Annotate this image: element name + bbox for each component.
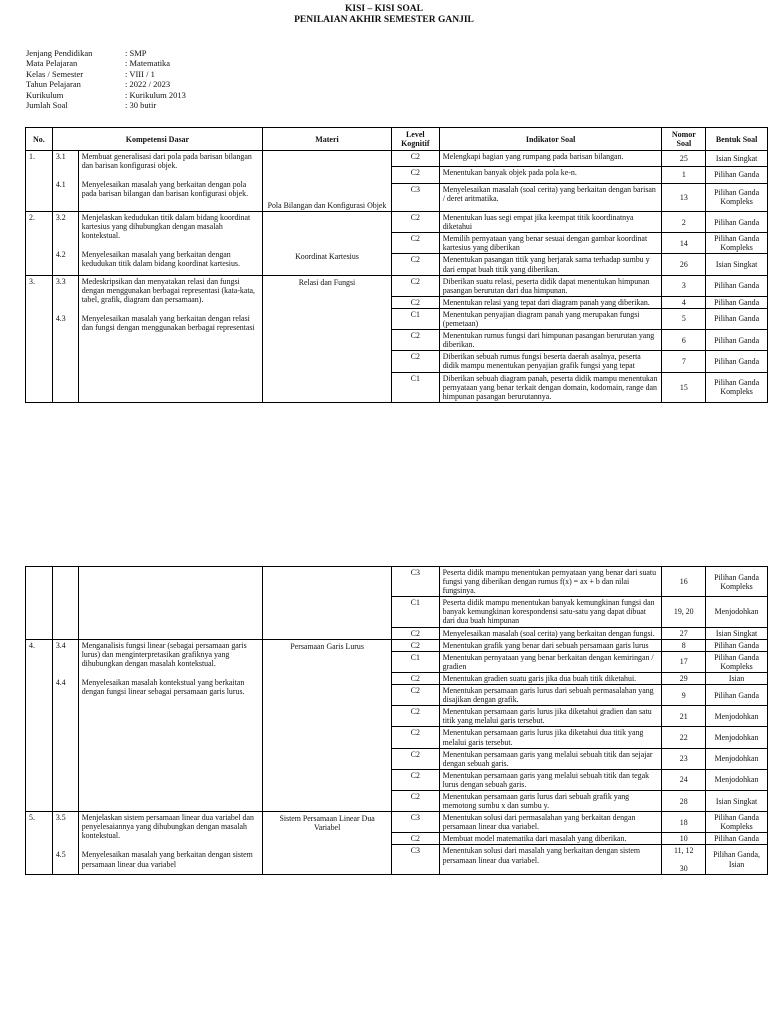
- bentuk-soal: Pilihan Ganda: [706, 296, 768, 308]
- kd-text: Membuat generalisasi dari pola pada barisan bilangan dan barisan konfigurasi objek.: [81, 152, 252, 171]
- level-kognitif: C2: [392, 769, 440, 790]
- meta-label: Jenjang Pendidikan: [26, 48, 93, 58]
- bentuk-soal: Menjodohkan: [706, 706, 768, 727]
- indikator-soal: Diberikan sebuah diagram panah, peserta didik mampu menentukan pernyataan yang benar terkait dengan domain, kodomain, range dan himpunan pasangan berurutannya.: [439, 372, 662, 402]
- nomor-soal: [662, 212, 706, 233]
- table-row: [26, 567, 768, 597]
- indikator-soal: Menyelesaikan masalah (soal cerita) yang berkaitan dengan fungsi.: [439, 627, 662, 639]
- nomor-value: 23: [679, 754, 688, 764]
- nomor-value: 27: [679, 628, 688, 638]
- kd-text: Menjelaskan sistem persamaan linear dua variabel dan penyelesaiannya yang dihubungkan dengan masalah kontekstual.: [81, 813, 254, 841]
- meta-row: [26, 79, 186, 89]
- nomor-value: 10: [679, 834, 688, 844]
- nomor-value: 17: [679, 657, 688, 667]
- bentuk-soal: Menjodohkan: [706, 727, 768, 748]
- kd-code: 4.3: [55, 313, 66, 323]
- nomor-soal: [662, 833, 706, 845]
- indikator-soal: Menentukan rumus fungsi dari himpunan pasangan berurutan yang diberikan.: [439, 330, 662, 351]
- level-kognitif: C1: [392, 651, 440, 672]
- bentuk-soal: Pilihan Ganda Kompleks: [706, 233, 768, 254]
- level-kognitif: C2: [392, 627, 440, 639]
- nomor-value: 2: [681, 217, 686, 227]
- kd-text: Menganalisis fungsi linear (sebagai persamaan garis lurus) dan menginterpretasikan grafiknya yang dihubungkan dengan masalah kontekstual.: [81, 640, 247, 668]
- meta-row: [26, 100, 186, 110]
- level-kognitif: C2: [391, 233, 439, 254]
- indikator-soal: Menentukan banyak objek pada pola ke-n.: [439, 167, 662, 183]
- nomor-soal: [662, 727, 706, 748]
- nomor-value: 19, 20: [673, 607, 694, 617]
- bentuk-soal: Pilihan Ganda Kompleks: [706, 651, 768, 672]
- nomor-soal: [662, 296, 706, 308]
- nomor-value: 3: [681, 281, 686, 291]
- bentuk-soal: Pilihan Ganda, Isian: [706, 845, 768, 874]
- bentuk-soal: Menjodohkan: [706, 748, 768, 769]
- header-level-kognitif: Level Kognitif: [391, 128, 439, 151]
- bentuk-soal: Pilihan Ganda Kompleks: [706, 567, 768, 597]
- indikator-soal: Menentukan penyajian diagram panah yang merupakan fungsi (pemetaan): [439, 308, 662, 329]
- nomor-soal: [662, 351, 706, 372]
- kompetensi-dasar: [78, 567, 263, 640]
- kompetensi-dasar: [78, 212, 262, 276]
- bentuk-soal: Isian: [706, 672, 768, 684]
- kd-code: 4.2: [55, 250, 66, 260]
- indikator-soal: Menentukan persamaan garis lurus dari sebuah permasalahan yang disajikan dengan grafik.: [439, 685, 662, 706]
- indikator-soal: Menentukan relasi yang tepat dari diagram panah yang diberikan.: [439, 296, 662, 308]
- indikator-soal: Menentukan pernyataan yang benar berkaitan dengan kemiringan / gradien: [439, 651, 662, 672]
- nomor-soal: [662, 845, 706, 874]
- nomor-value: 22: [679, 732, 688, 742]
- indikator-soal: Menentukan persamaan garis yang melalui sebuah titik dan tegak lurus dengan sebuah garis.: [439, 769, 662, 790]
- nomor-value: 29: [679, 673, 688, 683]
- header-nomor-soal: Nomor Soal: [662, 128, 706, 151]
- indikator-soal: Memilih pernyataan yang benar sesuai dengan gambar koordinat kartesius yang diberikan: [439, 233, 662, 254]
- row-number: 2.: [26, 212, 53, 276]
- header-kompetensi-dasar: Kompetensi Dasar: [52, 128, 262, 151]
- meta-row: [26, 90, 186, 100]
- nomor-value: 15: [679, 382, 688, 392]
- bentuk-soal: Pilihan Ganda Kompleks: [706, 183, 768, 212]
- materi: Koordinat Kartesius: [263, 212, 392, 276]
- nomor-value: 28: [679, 796, 688, 806]
- nomor-soal: [662, 597, 706, 627]
- table-row: [26, 275, 768, 296]
- bentuk-soal: Pilihan Ganda: [706, 330, 768, 351]
- bentuk-soal: Isian Singkat: [706, 627, 768, 639]
- nomor-soal: [662, 151, 706, 167]
- nomor-value: 18: [679, 817, 688, 827]
- kompetensi-dasar: [78, 639, 263, 812]
- level-kognitif: C1: [391, 308, 439, 329]
- level-kognitif: C2: [391, 212, 439, 233]
- nomor-value: 21: [679, 711, 688, 721]
- bentuk-soal: Menjodohkan: [706, 597, 768, 627]
- indikator-soal: Menentukan persamaan garis lurus dari sebuah grafik yang memotong sumbu x dan sumbu y.: [439, 790, 662, 811]
- table-row: [26, 812, 768, 833]
- meta-value: : 2022 / 2023: [125, 79, 171, 90]
- level-kognitif: C2: [392, 790, 440, 811]
- level-kognitif: C2: [391, 351, 439, 372]
- bentuk-soal: Isian Singkat: [706, 151, 768, 167]
- indikator-soal: Menentukan persamaan garis yang melalui sebuah titik dan sejajar dengan sebuah garis.: [439, 748, 662, 769]
- meta-value: : 30 butir: [125, 100, 157, 111]
- header-materi: Materi: [263, 128, 392, 151]
- kd-codes: [52, 275, 78, 402]
- nomor-value: 1: [681, 170, 686, 180]
- indikator-soal: Menentukan gradien suatu garis jika dua buah titik diketahui.: [439, 672, 662, 684]
- meta-row: [26, 69, 186, 79]
- nomor-value: 7: [681, 356, 686, 366]
- level-kognitif: C2: [391, 151, 439, 167]
- kompetensi-dasar: [78, 151, 262, 212]
- level-kognitif: C2: [392, 727, 440, 748]
- nomor-value: 6: [681, 335, 686, 345]
- bentuk-soal: Pilihan Ganda Kompleks: [706, 812, 768, 833]
- nomor-soal: [662, 567, 706, 597]
- nomor-soal: [662, 812, 706, 833]
- level-kognitif: C2: [392, 685, 440, 706]
- kd-code: 3.5: [55, 813, 66, 823]
- level-kognitif: C1: [392, 597, 440, 627]
- level-kognitif: C3: [392, 567, 440, 597]
- kisi-table-page2: [25, 566, 768, 875]
- nomor-soal: [662, 639, 706, 651]
- level-kognitif: C3: [391, 183, 439, 212]
- table-body: [26, 151, 768, 403]
- indikator-soal: Diberikan suatu relasi, peserta didik dapat menentukan himpunan pasangan berurutan dari dua himpunan.: [439, 275, 662, 296]
- materi: [263, 567, 392, 640]
- indikator-soal: Diberikan sebuah rumus fungsi beserta daerah asalnya, peserta didik mampu menentukan penyajian grafik fungsi yang tepat: [439, 351, 662, 372]
- kd-codes: [52, 639, 78, 812]
- kd-code: 3.3: [55, 276, 66, 286]
- table-row: [26, 151, 768, 167]
- bentuk-soal: Pilihan Ganda: [706, 685, 768, 706]
- kd-text: Menyelesaikan masalah kontekstual yang berkaitan dengan fungsi linear sebagai persamaan garis lurus.: [81, 677, 245, 697]
- level-kognitif: C2: [392, 672, 440, 684]
- nomor-soal: [662, 167, 706, 183]
- nomor-value: 9: [681, 690, 686, 700]
- meta-label: Jumlah Soal: [26, 100, 68, 111]
- row-number: 1.: [26, 151, 53, 212]
- nomor-soal: [662, 706, 706, 727]
- kd-codes: [52, 567, 78, 640]
- row-number: 3.: [26, 275, 53, 402]
- kd-text: Medeskripsikan dan menyatakan relasi dan fungsi dengan menggunakan berbagai representasi (kata-kata, tabel, grafik, diagram dan persamaan).: [81, 276, 256, 304]
- kd-codes: [52, 151, 78, 212]
- meta-row: [26, 58, 186, 68]
- kompetensi-dasar: [78, 812, 263, 874]
- row-number: 5.: [26, 812, 53, 874]
- kd-codes: [52, 812, 78, 874]
- kd-text: Menjelaskan kedudukan titik dalam bidang koordinat kartesius yang dihubungkan dengan masalah kontekstual.: [81, 213, 251, 241]
- meta-label: Kelas / Semester: [26, 68, 84, 79]
- nomor-value: 5: [681, 314, 686, 324]
- bentuk-soal: Isian Singkat: [706, 254, 768, 275]
- meta-value: : VIII / 1: [125, 68, 155, 79]
- nomor-value: 16: [679, 577, 688, 587]
- nomor-soal: [662, 254, 706, 275]
- materi: Sistem Persamaan Linear Dua Variabel: [263, 812, 392, 874]
- indikator-soal: Menentukan solusi dari masalah yang berkaitan dengan sistem persamaan linear dua variabel.: [439, 845, 662, 874]
- bentuk-soal: Isian Singkat: [706, 790, 768, 811]
- nomor-soal: [662, 769, 706, 790]
- indikator-soal: Menentukan persamaan garis lurus jika diketahui dua titik yang melalui garis tersebut.: [439, 727, 662, 748]
- nomor-soal: [662, 672, 706, 684]
- kd-code: 3.1: [55, 152, 66, 161]
- level-kognitif: C2: [391, 275, 439, 296]
- indikator-soal: Menentukan solusi dari permasalahan yang berkaitan dengan persamaan linear dua variabel.: [439, 812, 662, 833]
- header-indikator-soal: Indikator Soal: [439, 128, 662, 151]
- level-kognitif: C3: [392, 845, 440, 874]
- level-kognitif: C2: [391, 330, 439, 351]
- nomor-soal: [662, 627, 706, 639]
- kd-text: Menyelesaikan masalah yang berkaitan dengan relasi dan fungsi dengan menggunakan berbagai representasi: [81, 313, 255, 333]
- header-no: No.: [26, 128, 53, 151]
- bentuk-soal: Pilihan Ganda Kompleks: [706, 372, 768, 402]
- nomor-soal: [662, 233, 706, 254]
- row-number: 4.: [26, 639, 53, 812]
- nomor-soal: [662, 330, 706, 351]
- bentuk-soal: Pilihan Ganda: [706, 639, 768, 651]
- document-subtitle: PENILAIAN AKHIR SEMESTER GANJIL: [294, 15, 474, 25]
- materi: Relasi dan Fungsi: [263, 275, 392, 402]
- indikator-soal: Menentukan luas segi empat jika keempat titik koordinatnya diketahui: [439, 212, 662, 233]
- bentuk-soal: Pilihan Ganda: [706, 833, 768, 845]
- level-kognitif: C2: [392, 748, 440, 769]
- indikator-soal: Peserta didik mampu menentukan pernyataan yang benar dari suatu fungsi yang diberikan dengan rumus f(x) = ax + b dan nilai fungsinya.: [439, 567, 662, 597]
- level-kognitif: C2: [391, 167, 439, 183]
- kd-code: 4.5: [55, 850, 66, 860]
- row-number: [26, 567, 53, 640]
- nomor-soal: [662, 651, 706, 672]
- indikator-soal: Peserta didik mampu menentukan banyak kemungkinan fungsi dan banyak kemungkinan korespondensi satu-satu yang dapat dibuat dari dua buah himpunan: [439, 597, 662, 627]
- table-body: [26, 567, 768, 875]
- nomor-soal: [662, 685, 706, 706]
- materi: Pola Bilangan dan Konfigurasi Objek: [263, 151, 392, 212]
- kisi-table-page1: [25, 127, 768, 403]
- meta-row: [26, 48, 186, 58]
- bentuk-soal: Pilihan Ganda: [706, 275, 768, 296]
- nomor-value: 8: [681, 640, 686, 650]
- level-kognitif: C2: [392, 639, 440, 651]
- indikator-soal: Menentukan pasangan titik yang berjarak sama terhadap sumbu y dari empat buah titik yang diberikan.: [439, 254, 662, 275]
- nomor-value: 26: [679, 260, 688, 270]
- bentuk-soal: Pilihan Ganda: [706, 351, 768, 372]
- kd-code: 3.2: [55, 213, 66, 223]
- nomor-soal: [662, 790, 706, 811]
- level-kognitif: C2: [391, 254, 439, 275]
- level-kognitif: C2: [392, 706, 440, 727]
- meta-label: Kurikulum: [26, 89, 64, 100]
- level-kognitif: C1: [391, 372, 439, 402]
- meta-label: Tahun Pelajaran: [26, 79, 81, 90]
- indikator-soal: Menyelesaikan masalah (soal cerita) yang berkaitan dengan barisan / deret aritmatika.: [439, 183, 662, 212]
- document-meta: [26, 48, 186, 110]
- bentuk-soal: Pilihan Ganda: [706, 167, 768, 183]
- nomor-value: 13: [679, 192, 688, 202]
- bentuk-soal: Pilihan Ganda: [706, 308, 768, 329]
- table-row: [26, 212, 768, 233]
- kompetensi-dasar: [78, 275, 262, 402]
- kd-text: Menyelesaikan masalah yang berkaitan dengan kedudukan titik dalam bidang koordinat kartesius.: [81, 250, 240, 269]
- table-header-row: [26, 128, 768, 151]
- document-header: [0, 4, 768, 26]
- meta-label: Mata Pelajaran: [26, 58, 78, 69]
- kd-code: 4.4: [55, 677, 66, 687]
- meta-value: : Kurikulum 2013: [125, 89, 186, 100]
- kd-codes: [52, 212, 78, 276]
- indikator-soal: Membuat model matematika dari masalah yang diberikan.: [439, 833, 662, 845]
- kd-text: Menyelesaikan masalah yang berkaitan dengan pola pada barisan bilangan dan barisan konfigurasi objek.: [81, 180, 249, 199]
- nomor-soal: [662, 748, 706, 769]
- level-kognitif: C2: [391, 296, 439, 308]
- materi: Persamaan Garis Lurus: [263, 639, 392, 812]
- indikator-soal: Menentukan grafik yang benar dari sebuah persamaan garis lurus: [439, 639, 662, 651]
- kd-code: 4.1: [55, 180, 66, 189]
- nomor-value: 14: [679, 238, 688, 248]
- nomor-value-2: 30: [679, 863, 688, 873]
- meta-value: : Matematika: [125, 58, 171, 69]
- indikator-soal: Melengkapi bagian yang rumpang pada barisan bilangan.: [439, 151, 662, 167]
- kd-code: 3.4: [55, 640, 66, 650]
- nomor-value: 4: [681, 297, 686, 307]
- meta-value: : SMP: [125, 48, 147, 58]
- level-kognitif: C3: [392, 812, 440, 833]
- bentuk-soal: Pilihan Ganda: [706, 212, 768, 233]
- nomor-value: 24: [679, 775, 688, 785]
- nomor-value: 11, 12: [674, 846, 694, 856]
- table-row: [26, 639, 768, 651]
- nomor-value: 25: [679, 154, 688, 164]
- nomor-soal: [662, 372, 706, 402]
- indikator-soal: Menentukan persamaan garis lurus jika diketahui gradien dan satu titik yang melalui garis tersebut.: [439, 706, 662, 727]
- document-title: KISI – KISI SOAL: [345, 4, 423, 14]
- nomor-soal: [662, 308, 706, 329]
- kd-text: Menyelesaikan masalah yang berkaitan dengan sistem persamaan linear dua variabel: [81, 850, 253, 869]
- header-bentuk-soal: Bentuk Soal: [706, 128, 768, 151]
- nomor-soal: [662, 275, 706, 296]
- nomor-soal: [662, 183, 706, 212]
- bentuk-soal: Menjodohkan: [706, 769, 768, 790]
- level-kognitif: C2: [392, 833, 440, 845]
